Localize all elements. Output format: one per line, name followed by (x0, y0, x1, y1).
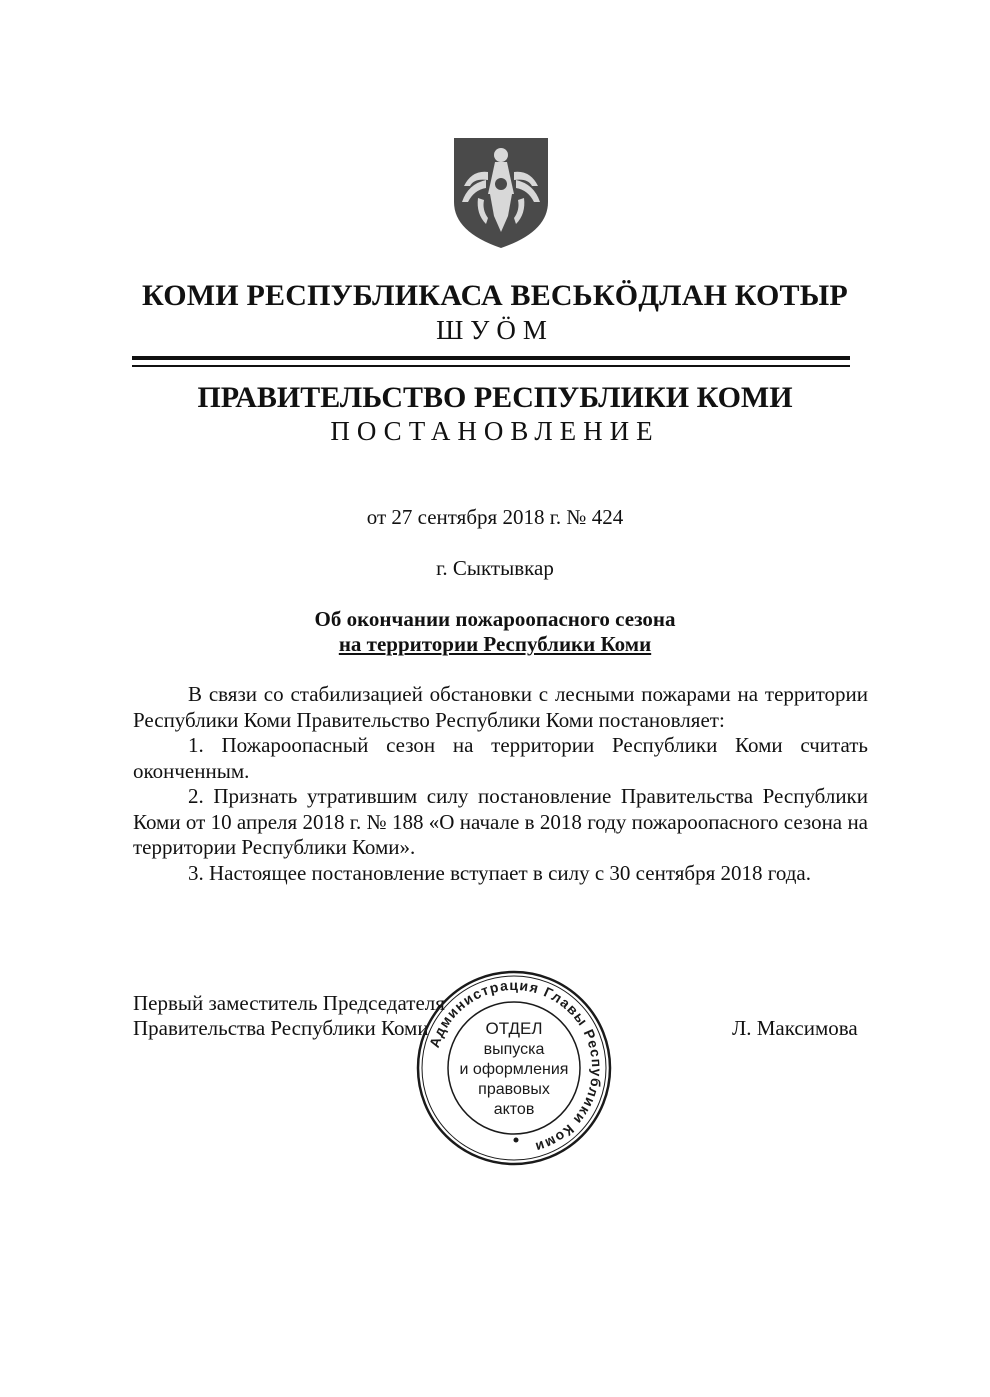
subject-line-2 (0, 632, 990, 657)
stamp-ring-text: Администрация Главы Республики Коми (425, 976, 606, 1157)
signatory-position (133, 991, 445, 1041)
document-body (133, 682, 868, 886)
komi-title: КОМИ РЕСПУБЛИКАСА ВЕСЬКӦДЛАН КОТЫР (142, 279, 848, 312)
header-divider-thick (132, 356, 850, 360)
stamp-line-2: выпуска (483, 1041, 545, 1058)
subject-line-1: Об окончании пожароопасного сезона (314, 607, 676, 631)
russian-document-type: ПОСТАНОВЛЕНИЕ (330, 416, 660, 446)
stamp-line-5: актов (493, 1101, 535, 1118)
subject-line-2-text: на территории Республики Коми (338, 632, 652, 656)
stamp-line-3: и оформления (459, 1061, 569, 1078)
preamble-paragraph: В связи со стабилизацией обстановки с лесными пожарами на территории Республики Коми Правительство Республики Коми постановляет: (133, 682, 868, 732)
clause-2-paragraph: 2. Признать утратившим силу постановление Правительства Республики Коми от 10 апреля 2018 г. № 188 «О начале в 2018 году пожароопасного сезона на территории Республики Коми». (133, 784, 868, 859)
header-divider-thin (132, 365, 850, 367)
signatory-position-line-2: Правительства Республики Коми (133, 1016, 429, 1040)
clause-1-paragraph: 1. Пожароопасный сезон на территории Республики Коми считать оконченным. (133, 733, 868, 783)
coat-of-arms-icon (452, 136, 550, 250)
komi-document-type: ШУӦМ (436, 315, 554, 345)
document-city: г. Сыктывкар (436, 556, 554, 580)
stamp-line-4: правовых (478, 1081, 550, 1098)
clause-3-paragraph: 3. Настоящее постановление вступает в силу с 30 сентября 2018 года. (188, 860, 811, 885)
signatory-name: Л. Максимова (732, 1016, 858, 1040)
russian-title: ПРАВИТЕЛЬСТВО РЕСПУБЛИКИ КОМИ (197, 381, 793, 414)
document-date-number: от 27 сентября 2018 г. № 424 (366, 505, 624, 529)
stamp-line-1: ОТДЕЛ (485, 1019, 543, 1038)
official-stamp-icon (414, 968, 614, 1168)
signatory-position-line-1: Первый заместитель Председателя (133, 991, 445, 1015)
